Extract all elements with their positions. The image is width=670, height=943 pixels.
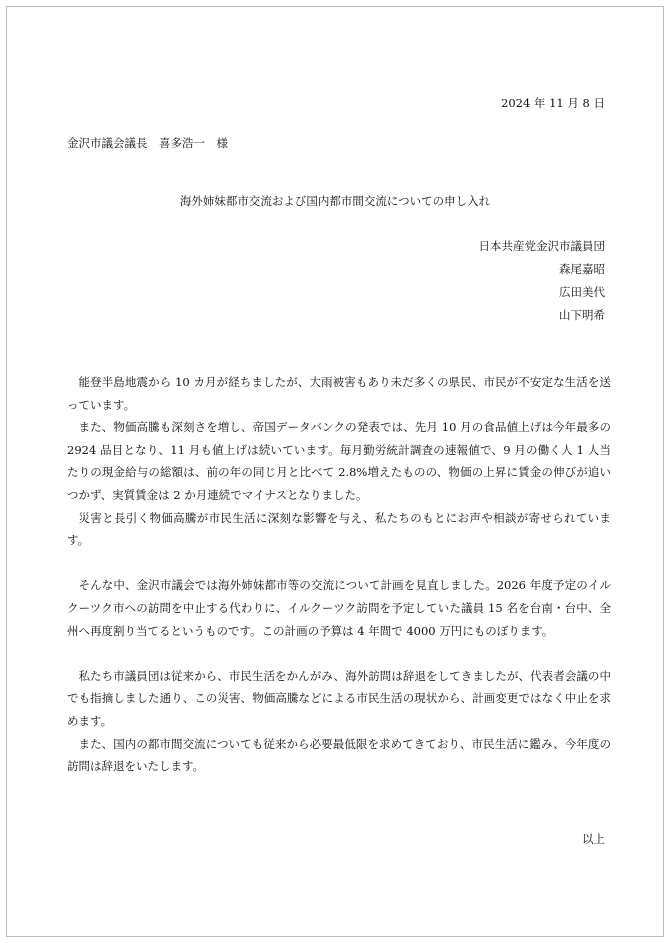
body-paragraph: また、物価高騰も深刻さを増し、帝国データバンクの発表では、先月 10 月の食品値上げは今年最多の 2924 品目となり、11 月も値上げは続いています。毎月勤労統計調査の速報値で、9 月の働く人 1 人当たりの現金給与の総額は、前の年の同じ月と比べて 2.8%増えたものの、物価の上昇に賃金の伸びが追いつかず、実質賃金は 2 か月連続でマイナスとなりました。 [67, 420, 611, 502]
letter-title: 海外姉妹都市交流および国内都市間交流についての申し入れ [179, 194, 491, 208]
sender-organization: 日本共産党金沢市議員団 [478, 239, 605, 253]
letter-date: 2024 年 11 月 8 日 [501, 96, 605, 110]
body-paragraph: 災害と長引く物価高騰が市民生活に深刻な影響を与え、私たちのもとにお声や相談が寄せられています。 [67, 510, 611, 548]
paragraph-spacer [67, 552, 611, 575]
body-paragraph: また、国内の都市間交流についても従来から必要最低限を求めてきており、市民生活に鑑み、今年度の訪問は辞退をいたします。 [67, 736, 611, 774]
sender-member: 広田美代 [559, 285, 605, 299]
letter-body [67, 371, 611, 778]
sender-block [479, 235, 606, 327]
sender-member: 山下明希 [559, 308, 605, 322]
addressee: 金沢市議会議長 喜多浩一 様 [67, 136, 228, 150]
sender-member: 森尾嘉昭 [559, 262, 605, 276]
letter-page [6, 6, 664, 937]
closing-mark: 以上 [582, 832, 605, 846]
body-paragraph: 能登半島地震から 10 カ月が経ちましたが、大雨被害もあり未だ多くの県民、市民が不安定な生活を送っています。 [67, 375, 611, 412]
body-paragraph: 私たち市議員団は従来から、市民生活をかんがみ、海外訪問は辞退をしてきましたが、代表者会議の中でも指摘しました通り、この災害、物価高騰などによる市民生活の現状から、計画変更ではなく中止を求めます。 [67, 668, 611, 728]
body-paragraph: そんな中、金沢市議会では海外姉妹都市等の交流について計画を見直しました。2026 年度予定のイルクーツク市への訪問を中止する代わりに、イルクーツク訪問を予定していた議員 15 名を台南・台中、全州へ再度割り当てるというものです。この計画の予算は 4 年間で 4000 万円にものぼります。 [67, 578, 611, 638]
paragraph-spacer [67, 642, 611, 665]
